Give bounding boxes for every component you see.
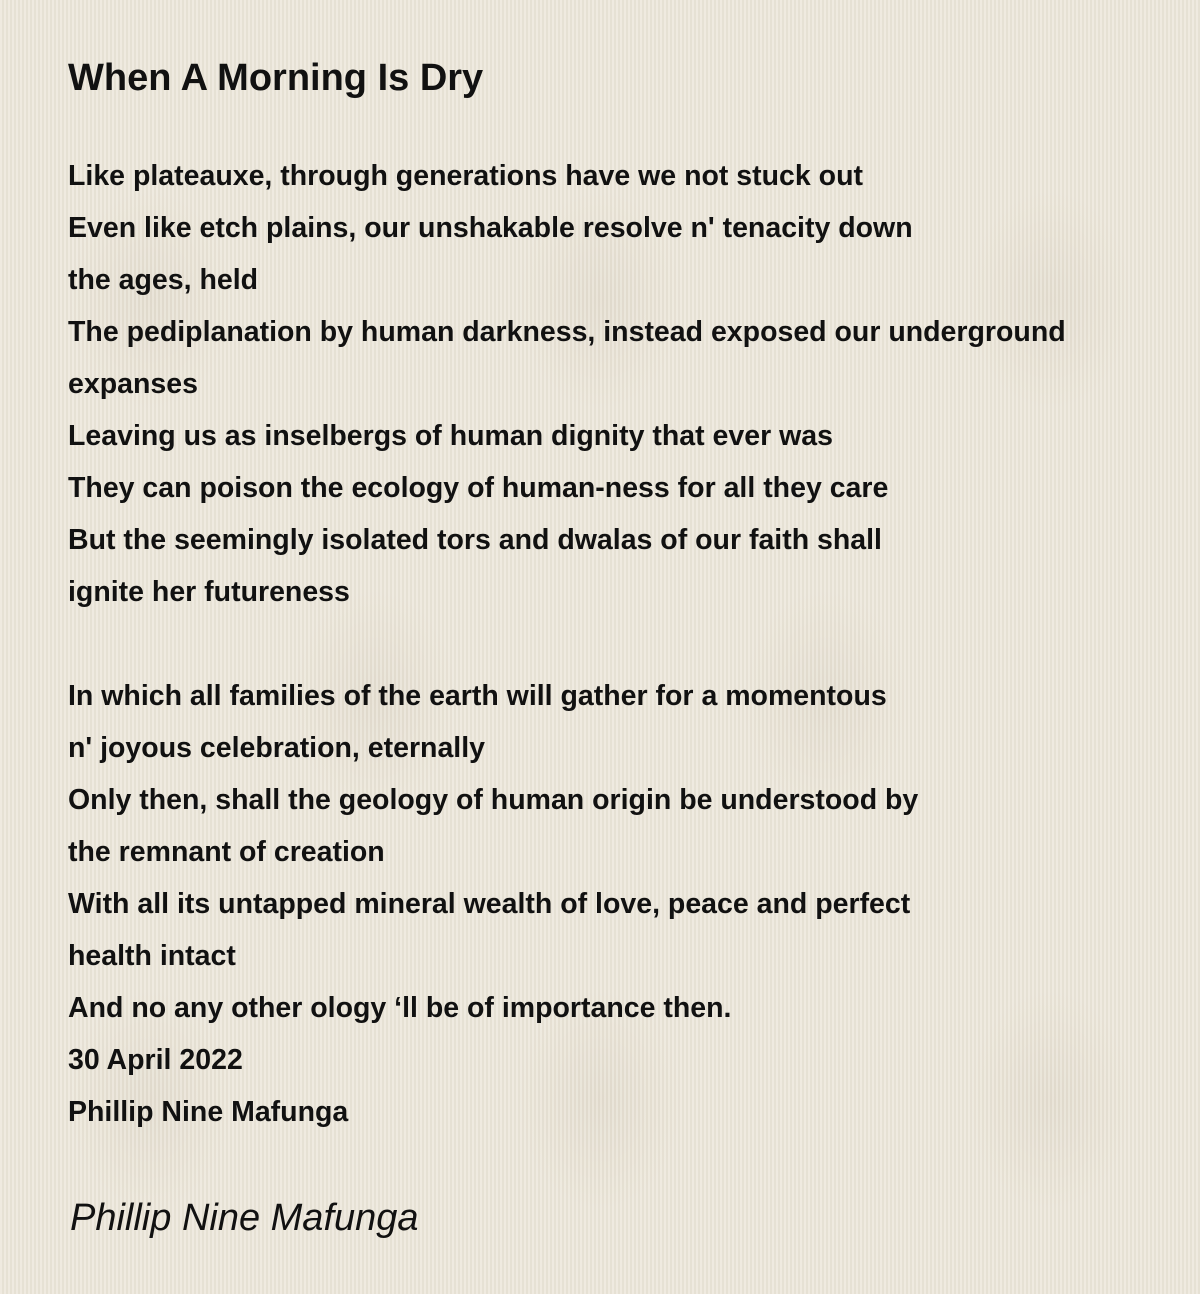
poem-line: Even like etch plains, our unshakable resolve n' tenacity down [68,212,913,244]
poem-line: In which all families of the earth will gather for a momentous [68,680,887,712]
poem-date: 30 April 2022 [68,1044,243,1076]
poem-line: the ages, held [68,264,259,296]
poem-line: the remnant of creation [68,836,385,868]
poem-line: The pediplanation by human darkness, instead exposed our underground [68,316,1066,348]
poem-body [68,150,1200,1138]
author-name: Phillip Nine Mafunga [70,1197,419,1239]
poem-line: n' joyous celebration, eternally [68,732,485,764]
poem-line: health intact [68,940,236,972]
poem-line: With all its untapped mineral wealth of love, peace and perfect [68,888,911,920]
poem-line: But the seemingly isolated tors and dwalas of our faith shall [68,524,882,556]
stanza-break [68,618,1200,670]
poem-line: ignite her futureness [68,576,350,608]
poem-line: expanses [68,368,198,400]
poem-line: And no any other ology ‘ll be of importance then. [68,992,732,1024]
poem-title: When A Morning Is Dry [68,57,484,99]
poem-line: Leaving us as inselbergs of human dignity that ever was [68,420,833,452]
poem-line: They can poison the ecology of human-ness for all they care [68,472,889,504]
poem-line: Only then, shall the geology of human origin be understood by [68,784,919,816]
poem-line: Like plateauxe, through generations have we not stuck out [68,160,863,192]
poem-signature-line: Phillip Nine Mafunga [68,1096,349,1128]
